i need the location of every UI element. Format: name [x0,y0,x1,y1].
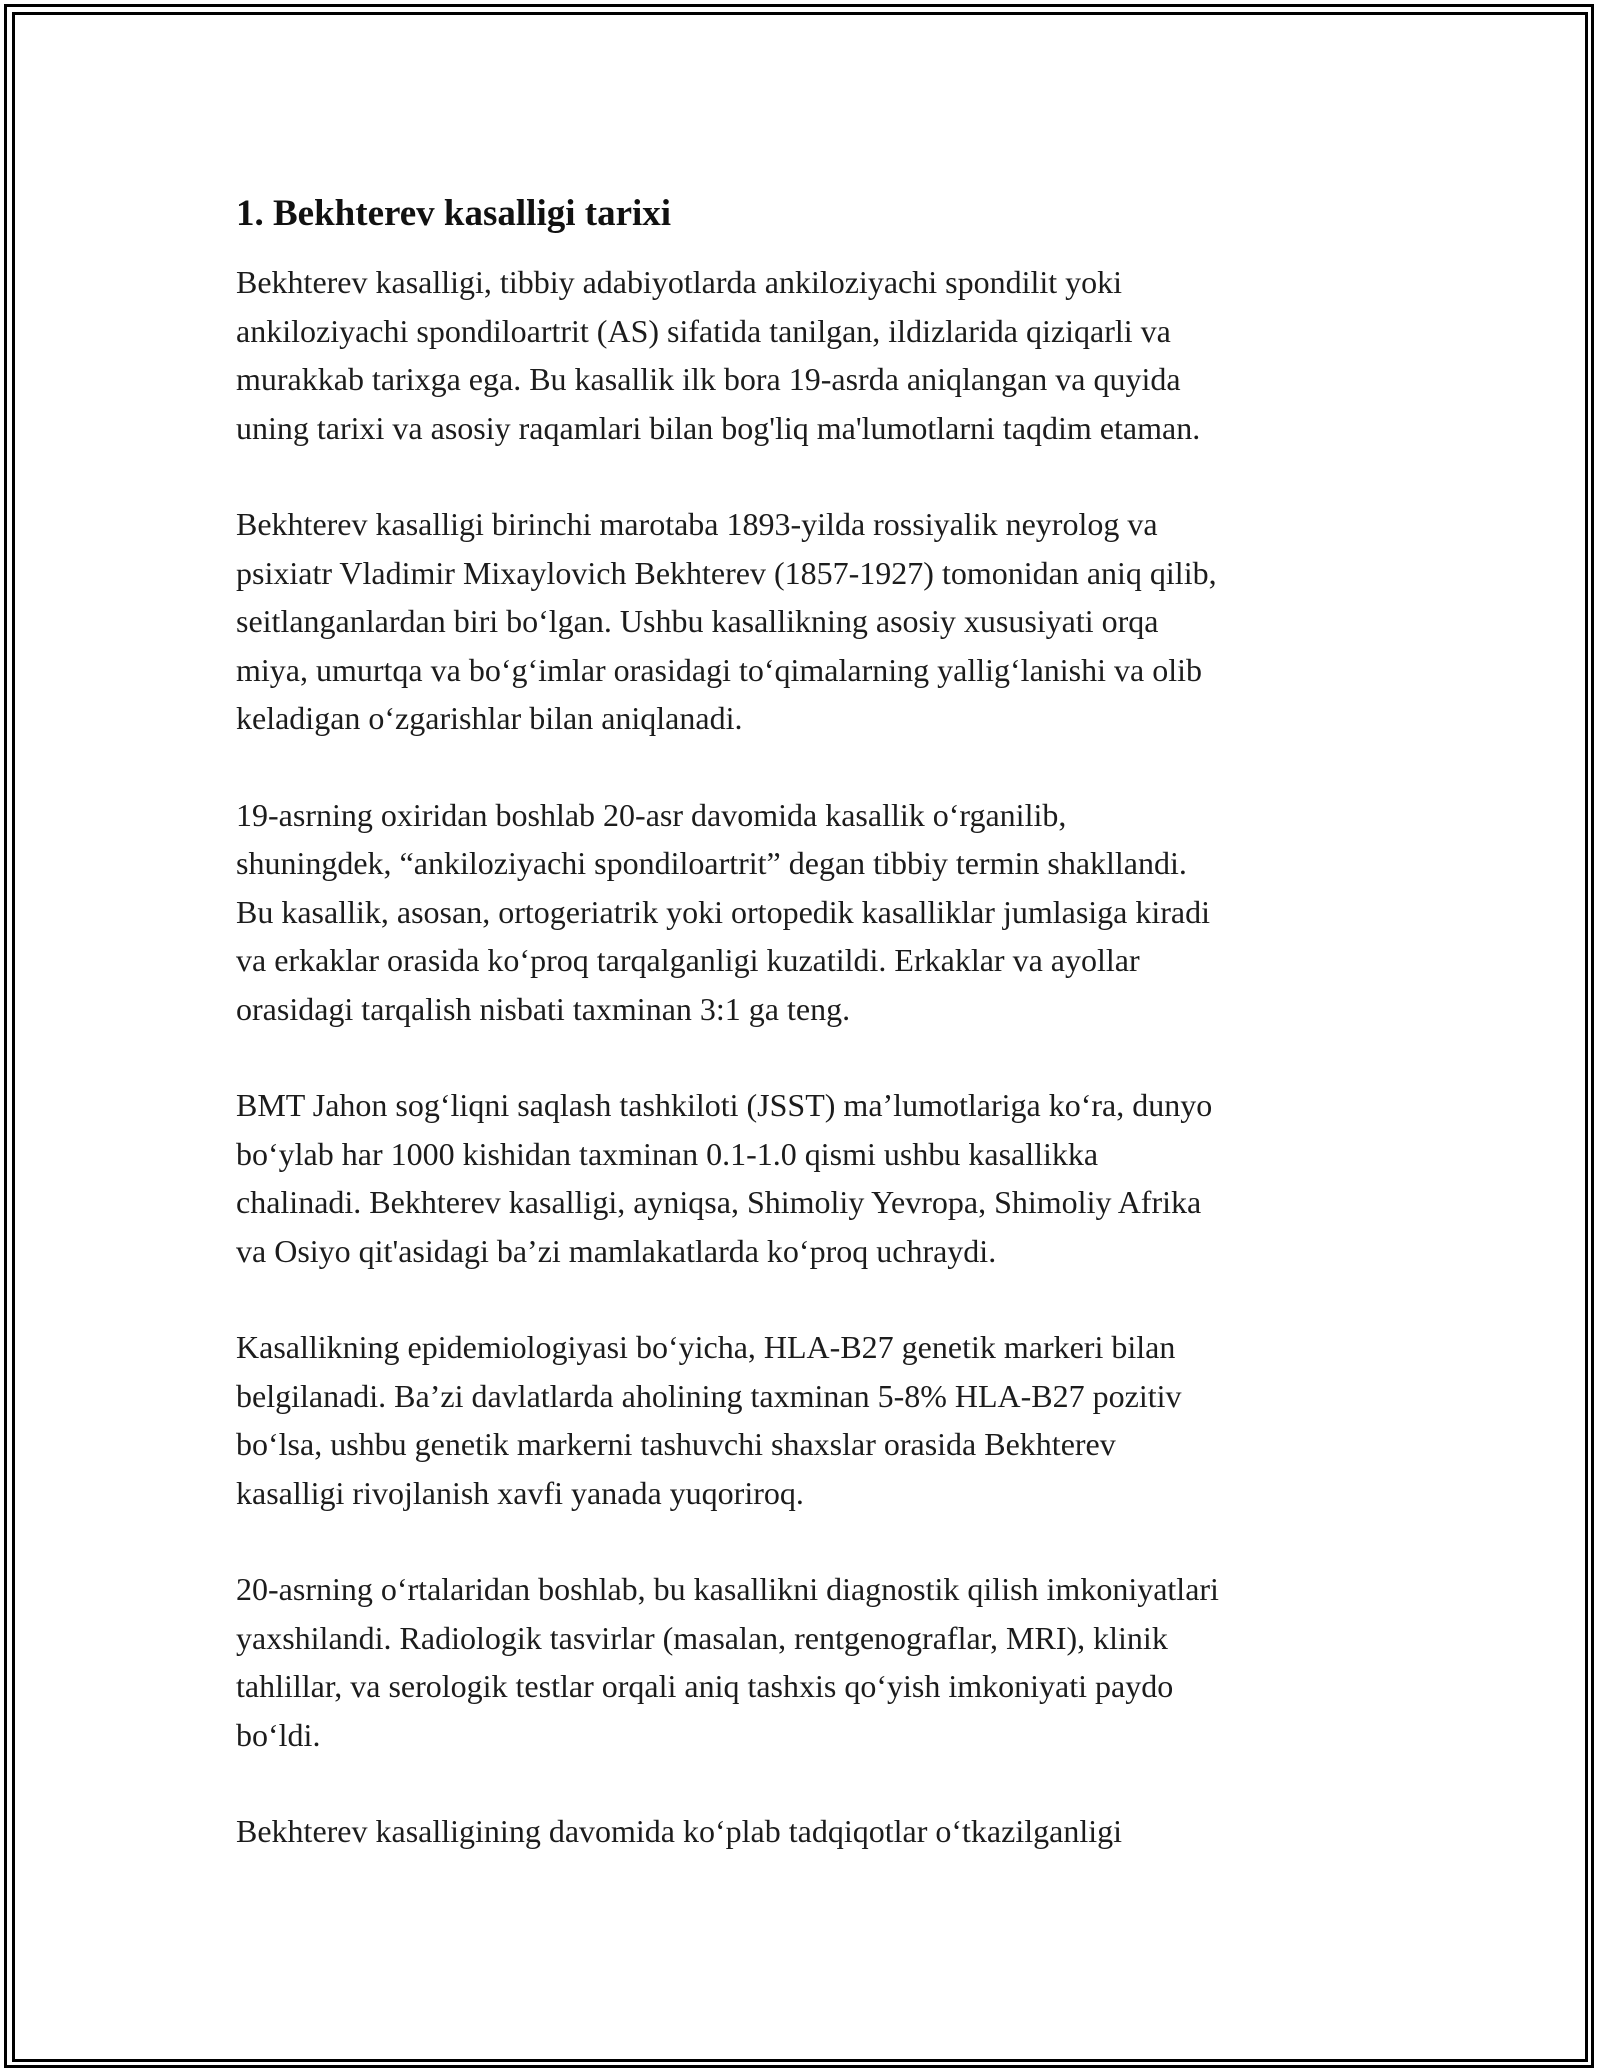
paragraph-first-description: Bekhterev kasalligi birinchi marotaba 1893-yilda rossiyalik neyrolog va psixiatr Vladimir Mixaylovich Bekhterev (1857-1927) tomonidan aniq qilib, seitlanganlardan biri bo‘lgan. Ushbu kasallikning asosiy xususiyati orqa miya, umurtqa va bo‘g‘imlar orasidagi to‘qimalarning yallig‘lanishi va olib keladigan o‘zgarishlar bilan aniqlanadi. [236,506,1217,736]
paragraph-diagnostics: 20-asrning o‘rtalaridan boshlab, bu kasallikni diagnostik qilish imkoniyatlari yaxshilandi. Radiologik tasvirlar (masalan, rentgenograflar, MRI), klinik tahlillar, va serologik testlar orqali aniq tashxis qo‘yish imkoniyati paydo bo‘ldi. [236,1571,1219,1753]
paragraph-intro: Bekhterev kasalligi, tibbiy adabiyotlarda ankiloziyachi spondilit yoki ankiloziyachi spondiloartrit (AS) sifatida tanilgan, ildizlarida qiziqarli va murakkab tarixga ega. Bu kasallik ilk bora 19-asrda aniqlangan va quyida uning tarixi va asosiy raqamlari bilan bog'liq ma'lumotlarni taqdim etaman. [236,264,1201,446]
paragraph-research: Bekhterev kasalligining davomida ko‘plab tadqiqotlar o‘tkazilganligi [236,1813,1122,1849]
section-heading: 1. Bekhterev kasalligi tarixi [236,193,672,234]
paragraph-epidemiology: Kasallikning epidemiologiyasi bo‘yicha, HLA-B27 genetik markeri bilan belgilanadi. Ba’zi davlatlarda aholining taxminan 5-8% HLA-B27 pozitiv bo‘lsa, ushbu genetik markerni tashuvchi shaxslar orasida Bekhterev kasalligi rivojlanish xavfi yanada yuqoriroq. [236,1329,1182,1511]
document-body [236,188,1366,1904]
paragraph-terminology: 19-asrning oxiridan boshlab 20-asr davomida kasallik o‘rganilib, shuningdek, “ankiloziyachi spondiloartrit” degan tibbiy termin shakllandi. Bu kasallik, asosan, ortogeriatrik yoki ortopedik kasalliklar jumlasiga kiradi va erkaklar orasida ko‘proq tarqalganligi kuzatildi. Erkaklar va ayollar orasidagi tarqalish nisbati taxminan 3:1 ga teng. [236,796,1210,1027]
paragraph-prevalence: BMT Jahon sog‘liqni saqlash tashkiloti (JSST) ma’lumotlariga ko‘ra, dunyo bo‘ylab har 1000 kishidan taxminan 0.1-1.0 qismi ushbu kasallikka chalinadi. Bekhterev kasalligi, ayniqsa, Shimoliy Yevropa, Shimoliy Afrika va Osiyo qit'asidagi ba’zi mamlakatlarda ko‘proq uchraydi. [236,1087,1213,1269]
